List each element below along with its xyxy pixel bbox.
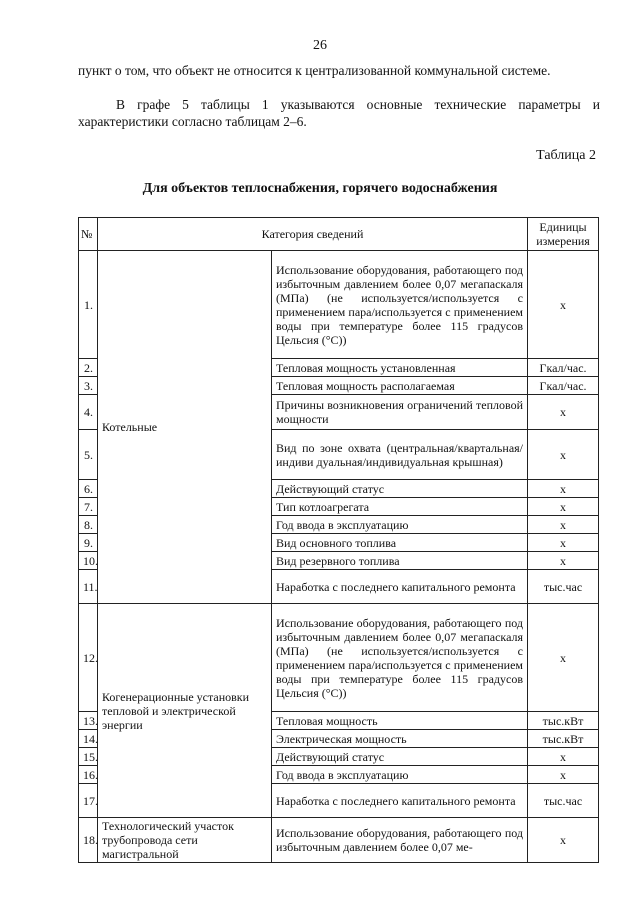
row-unit: х [528,766,599,784]
data-table [78,217,599,863]
row-unit: х [528,430,599,480]
row-unit: х [528,748,599,766]
row-unit: х [528,395,599,430]
row-number: 10. [79,552,98,570]
row-number: 3. [79,377,98,395]
row-number: 7. [79,498,98,516]
paragraph-2: В графе 5 таблицы 1 указываются основные технические параметры и характеристики согласно таблицам 2–6. [78,97,600,129]
header-units: Единицы измерения [528,218,599,251]
row-description: Действующий статус [272,480,528,498]
row-number: 11. [79,570,98,604]
page-number: 26 [313,38,327,53]
table-row [79,604,599,712]
row-unit: Гкал/час. [528,359,599,377]
row-unit: х [528,251,599,359]
row-description: Использование оборудования, работающего под избыточным давлением более 0,07 мегапаскаля (МПа) (не используется/используется с применением пара/используется с применением воды при температуре более 115 градусов Цельсия (°С)) [272,604,528,712]
row-number: 12. [79,604,98,712]
row-unit: Гкал/час. [528,377,599,395]
group-tech: Технологический участок трубопровода сети магистральной [98,818,272,863]
row-number: 15. [79,748,98,766]
row-description: Наработка с последнего капитального ремонта [272,570,528,604]
row-unit: тыс.кВт [528,712,599,730]
row-number: 16. [79,766,98,784]
row-description: Использование оборудования, работающего под избыточным давлением более 0,07 мегапаскаля (МПа) (не используется/используется с применением пара/используется с применением воды при температуре более 115 градусов Цельсия (°С)) [272,251,528,359]
row-description: Электрическая мощность [272,730,528,748]
header-category: Категория сведений [98,218,528,251]
row-number: 2. [79,359,98,377]
row-unit: х [528,604,599,712]
row-description: Вид резервного топлива [272,552,528,570]
row-unit: х [528,552,599,570]
row-unit: х [528,480,599,498]
row-unit: х [528,534,599,552]
table-header-row [79,218,599,251]
table-row [79,818,599,863]
row-number: 14. [79,730,98,748]
row-description: Тепловая мощность установленная [272,359,528,377]
row-unit: тыс.кВт [528,730,599,748]
group-kotelnye: Котельные [98,251,272,604]
row-number: 5. [79,430,98,480]
row-description: Вид основного топлива [272,534,528,552]
row-description: Год ввода в эксплуатацию [272,766,528,784]
table-row [79,251,599,359]
row-number: 9. [79,534,98,552]
row-description: Год ввода в эксплуатацию [272,516,528,534]
row-number: 6. [79,480,98,498]
row-unit: х [528,516,599,534]
row-unit: тыс.час [528,570,599,604]
row-number: 13. [79,712,98,730]
row-number: 8. [79,516,98,534]
row-description: Причины возникновения ограничений тепловой мощности [272,395,528,430]
row-description: Тепловая мощность располагаемая [272,377,528,395]
group-kogen: Когенерационные установки тепловой и электрической энергии [98,604,272,818]
table-label: Таблица 2 [536,148,596,163]
row-description: Наработка с последнего капитального ремонта [272,784,528,818]
row-number: 4. [79,395,98,430]
row-description: Тип котлоагрегата [272,498,528,516]
row-description: Вид по зоне охвата (центральная/квартальная/индиви дуальная/индивидуальная крышная) [272,430,528,480]
row-unit: х [528,818,599,863]
row-number: 17. [79,784,98,818]
paragraph-1: пункт о том, что объект не относится к централизованной коммунальной системе. [78,63,551,78]
row-unit: тыс.час [528,784,599,818]
row-number: 18. [79,818,98,863]
row-description: Тепловая мощность [272,712,528,730]
row-description: Действующий статус [272,748,528,766]
row-number: 1. [79,251,98,359]
row-description: Использование оборудования, работающего под избыточным давлением более 0,07 ме- [272,818,528,863]
row-unit: х [528,498,599,516]
table-title: Для объектов теплоснабжения, горячего водоснабжения [142,181,498,196]
header-num: № [79,218,98,251]
